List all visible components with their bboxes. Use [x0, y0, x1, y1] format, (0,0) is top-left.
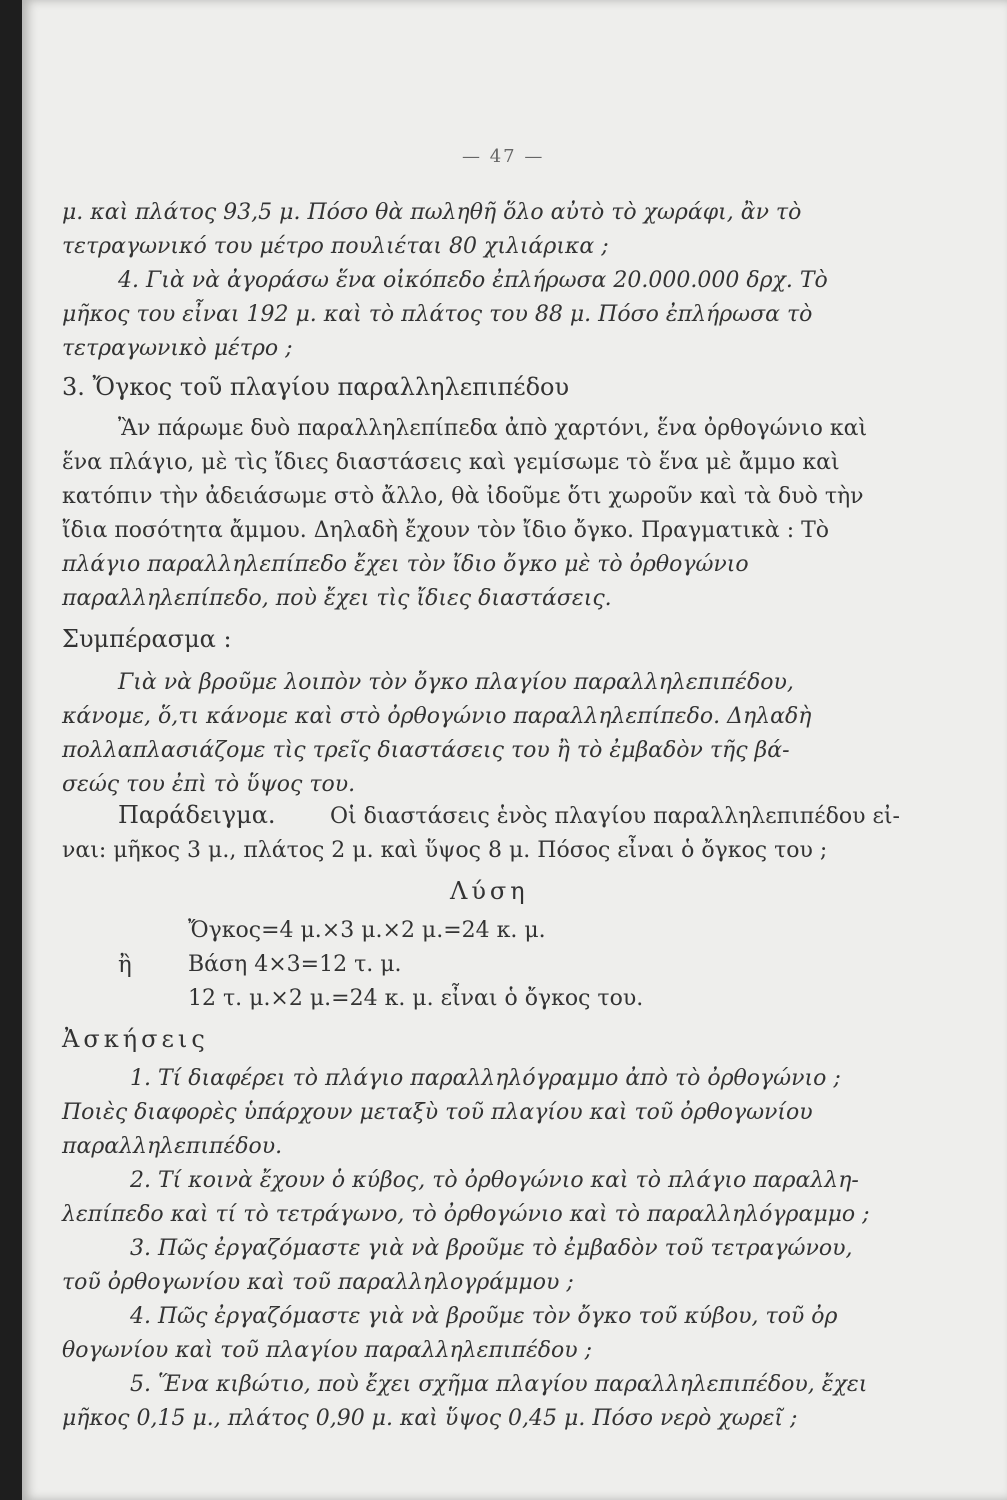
section-line-3: κατόπιν τὴν ἀδειάσωμε στὸ ἄλλο, θὰ ἰδοῦμε ὅτι χωροῦν καὶ τὰ δυὸ τὴν [62, 484, 864, 509]
exercise-line-4: 2. Τί κοινὰ ἔχουν ὁ κύβος, τὸ ὀρθογώνιο καὶ τὸ πλάγιο παραλλη- [130, 1168, 859, 1193]
example-line-1: Οἱ διαστάσεις ἑνὸς πλαγίου παραλληλεπιπέδου εἰ- [330, 804, 900, 829]
exercise-line-10: 5. Ἕνα κιβώτιο, ποὺ ἔχει σχῆμα πλαγίου παραλληλεπιπέδου, ἔχει [130, 1372, 868, 1397]
example-label: Παράδειγμα. [118, 801, 276, 829]
intro-line-3: 4. Γιὰ νὰ ἀγοράσω ἕνα οἰκόπεδο ἐπλήρωσα 20.000.000 δρχ. Τὸ [118, 268, 828, 293]
intro-line-1: μ. καὶ πλάτος 93,5 μ. Πόσο θὰ πωληθῆ ὅλο αὐτὸ τὸ χωράφι, ἂν τὸ [62, 200, 802, 225]
intro-line-5: τετραγωνικὸ μέτρο ; [62, 336, 293, 361]
intro-line-4: μῆκος του εἶναι 192 μ. καὶ τὸ πλάτος του 88 μ. Πόσο ἐπλήρωσα τὸ [62, 302, 813, 327]
exercise-line-5: λεπίπεδο καὶ τί τὸ τετράγωνο, τὸ ὀρθογώνιο καὶ τὸ παραλληλόγραμμο ; [62, 1202, 870, 1227]
section-line-6: παραλληλεπίπεδο, ποὺ ἔχει τὶς ἴδιες διαστάσεις. [62, 586, 612, 611]
exercise-line-1: 1. Τί διαφέρει τὸ πλάγιο παραλληλόγραμμο ἀπὸ τὸ ὀρθογώνιο ; [130, 1066, 841, 1091]
section-line-4: ἴδια ποσότητα ἄμμου. Δηλαδὴ ἔχουν τὸν ἴδιο ὄγκο. Πραγματικὰ : Τὸ [62, 518, 830, 543]
exercise-line-6: 3. Πῶς ἐργαζόμαστε γιὰ νὰ βροῦμε τὸ ἐμβαδὸν τοῦ τετραγώνου, [130, 1236, 853, 1261]
exercise-line-8: 4. Πῶς ἐργαζόμαστε γιὰ νὰ βροῦμε τὸν ὄγκο τοῦ κύβου, τοῦ ὀρ [130, 1304, 838, 1329]
section-line-2: ἕνα πλάγιο, μὲ τὶς ἴδιες διαστάσεις καὶ γεμίσωμε τὸ ἕνα μὲ ἄμμο καὶ [62, 450, 840, 475]
conclusion-line-4: σεώς του ἐπὶ τὸ ὕψος του. [62, 772, 356, 797]
section-line-5: πλάγιο παραλληλεπίπεδο ἔχει τὸν ἴδιο ὄγκο μὲ τὸ ὀρθογώνιο [62, 552, 749, 577]
exercise-line-11: μῆκος 0,15 μ., πλάτος 0,90 μ. καὶ ὕψος 0,45 μ. Πόσο νερὸ χωρεῖ ; [62, 1406, 798, 1431]
conclusion-heading: Συμπέρασμα : [62, 625, 232, 653]
page-number: — 47 — [462, 146, 545, 167]
conclusion-line-3: πολλαπλασιάζομε τὶς τρεῖς διαστάσεις του ἢ τὸ ἐμβαδὸν τῆς βά- [62, 738, 790, 763]
intro-line-2: τετραγωνικό του μέτρο πουλιέται 80 χιλιάρικα ; [62, 234, 609, 259]
exercises-heading: Ἀσκήσεις [62, 1025, 209, 1053]
solution-or: ἢ [118, 952, 132, 978]
solution-heading: Λύση [450, 877, 529, 905]
solution-line-2: Βάση 4×3=12 τ. μ. [188, 952, 402, 977]
example-line-2: ναι: μῆκος 3 μ., πλάτος 2 μ. καὶ ὕψος 8 μ. Πόσος εἶναι ὁ ὄγκος του ; [62, 838, 828, 863]
solution-line-3: 12 τ. μ.×2 μ.=24 κ. μ. εἶναι ὁ ὄγκος του. [188, 986, 644, 1011]
conclusion-line-2: κάνομε, ὅ,τι κάνομε καὶ στὸ ὀρθογώνιο παραλληλεπίπεδο. Δηλαδὴ [62, 704, 812, 729]
book-page [22, 0, 1007, 1500]
exercise-line-3: παραλληλεπιπέδου. [62, 1134, 283, 1159]
exercise-line-7: τοῦ ὀρθογωνίου καὶ τοῦ παραλληλογράμμου ; [62, 1270, 574, 1295]
section-line-1: Ἂν πάρωμε δυὸ παραλληλεπίπεδα ἀπὸ χαρτόνι, ἕνα ὀρθογώνιο καὶ [118, 416, 868, 441]
exercise-line-2: Ποιὲς διαφορὲς ὑπάρχουν μεταξὺ τοῦ πλαγίου καὶ τοῦ ὀρθογωνίου [62, 1100, 813, 1125]
conclusion-line-1: Γιὰ νὰ βροῦμε λοιπὸν τὸν ὄγκο πλαγίου παραλληλεπιπέδου, [118, 670, 794, 695]
section-heading: 3. Ὄγκος τοῦ πλαγίου παραλληλεπιπέδου [62, 373, 570, 401]
solution-line-1: Ὄγκος=4 μ.×3 μ.×2 μ.=24 κ. μ. [188, 918, 546, 943]
exercise-line-9: θογωνίου καὶ τοῦ πλαγίου παραλληλεπιπέδου ; [62, 1338, 593, 1363]
